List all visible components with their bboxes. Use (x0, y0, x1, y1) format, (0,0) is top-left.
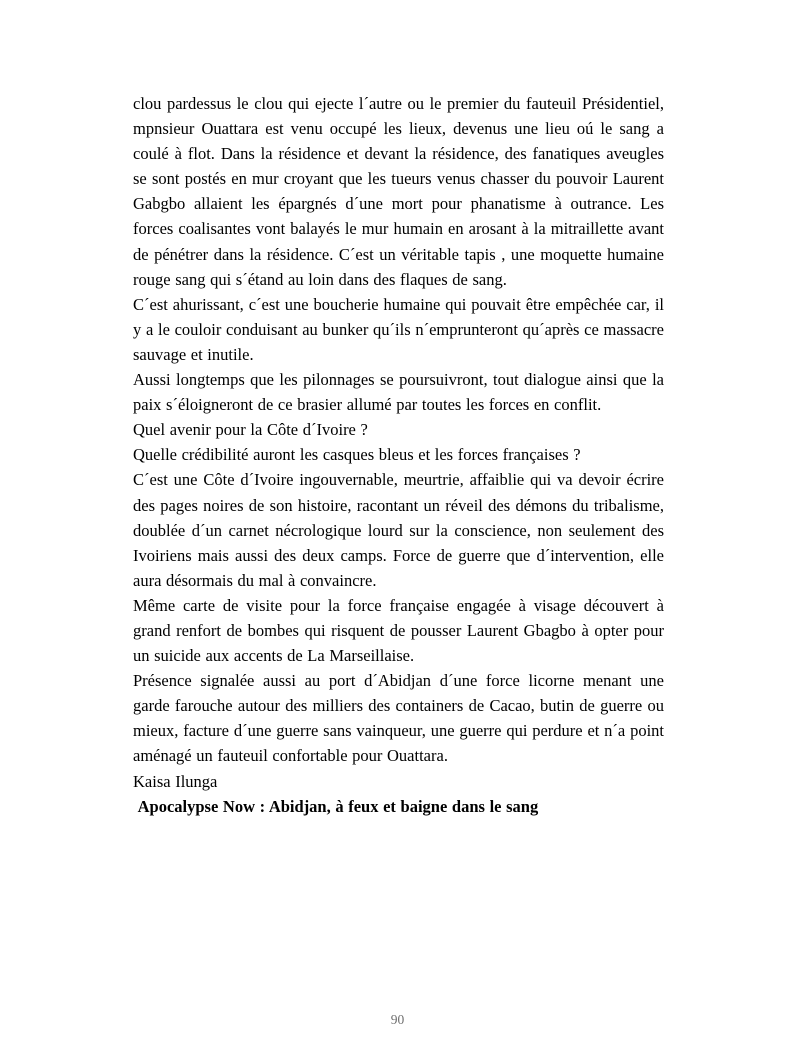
body-paragraph: clou pardessus le clou qui ejecte l´autre ou le premier du fauteuil Présidentiel, mpnsieur Ouattara est venu occupé les lieux, devenus une lieu oú le sang a coulé à flot. Dans la résidence et devant la résidence, des fanatiques aveugles se sont postés en mur croyant que les tueurs venus chasser du pouvoir Laurent Gabgbo allaient les épargnés d´une mort pour phanatisme à outrance. Les forces coalisantes vont balayés le mur humain en arosant à la mitraillette avant de pénétrer dans la résidence. C´est un véritable tapis , une moquette humaine rouge sang qui s´étand au loin dans des flaques de sang. (133, 94, 664, 289)
page-number: 90 (390, 1012, 405, 1027)
body-paragraph: C´est une Côte d´Ivoire ingouvernable, meurtrie, affaiblie qui va devoir écrire des pages noires de son histoire, racontant un réveil des démons du tribalisme, doublée d´un carnet nécrologique lourd sur la conscience, non seulement des Ivoiriens mais aussi des deux camps. Force de guerre que d´intervention, elle aura désormais du mal à convaincre. (133, 470, 664, 590)
section-heading: Apocalypse Now : Abidjan, à feux et baigne dans le sang (133, 796, 539, 816)
page-body (133, 91, 664, 819)
body-paragraph: Même carte de visite pour la force française engagée à visage découvert à grand renfort de bombes qui risquent de pousser Laurent Gbagbo à opter pour un suicide aux accents de La Marseillaise. (133, 595, 664, 666)
body-paragraph: Quel avenir pour la Côte d´Ivoire ? (133, 420, 368, 440)
body-paragraph: Présence signalée aussi au port d´Abidjan d´une force licorne menant une garde farouche autour des milliers des containers de Cacao, butin de guerre ou mieux, facture d´une guerre sans vainqueur, une guerre qui perdure et n´a point aménagé un fauteuil confortable pour Ouattara. (133, 671, 664, 766)
body-paragraph: Quelle crédibilité auront les casques bleus et les forces françaises ? (133, 445, 581, 465)
body-paragraph: C´est ahurissant, c´est une boucherie humaine qui pouvait être empêchée car, il y a le couloir conduisant au bunker qu´ils n´emprunteront qu´après ce massacre sauvage et inutile. (133, 294, 664, 364)
body-paragraph: Aussi longtemps que les pilonnages se poursuivront, tout dialogue ainsi que la paix s´éloigneront de ce brasier allumé par toutes les forces en conflit. (133, 370, 664, 415)
author-signature: Kaisa Ilunga (133, 771, 218, 791)
